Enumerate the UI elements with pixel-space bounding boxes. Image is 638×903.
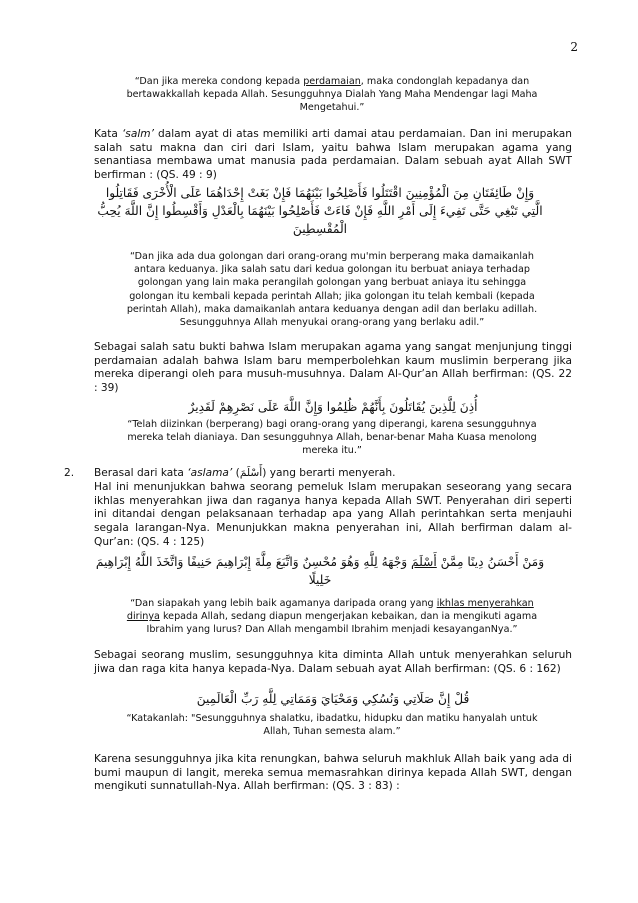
quote-line: Allah, Tuhan semesta alam.” bbox=[263, 726, 401, 738]
para-text: dalam ayat di atas memiliki arti damai atau perdamaian. Dan ini merupakan salah satu makna dan ciri dari Islam, yaitu bahwa Islam merupakan agama yang senantiasa membawa umat manusia pada perdamaian. Dalam sebuah ayat Allah SWT berfirman : (QS. 49 : 9) bbox=[94, 128, 573, 182]
list-item-heading bbox=[94, 467, 572, 481]
quote-line: mereka itu.” bbox=[302, 445, 362, 457]
quote-line: “Katakanlah: "Sesungguhnya shalatku, ibadatku, hidupku dan matiku hanyalah untuk bbox=[126, 713, 538, 724]
quote-line bbox=[92, 610, 572, 623]
quote-line: golongan yang lain maka perangilah golongan yang berbuat aniaya itu sehingga bbox=[137, 277, 527, 289]
quote-line: perintah Allah), maka damaikanlah antara keduanya dengan adil dan berlaku adillah. bbox=[126, 303, 538, 315]
arabic-verse-22-39: أُذِنَ لِلَّذِينَ يُقَاتَلُونَ بِأَنَّهُمْ ظُلِمُوا وَإِنَّ اللَّهَ عَلَى نَصْرِهِمْ لَقَدِيرٌ bbox=[188, 400, 478, 414]
quote-translation-2 bbox=[92, 250, 572, 329]
paragraph-muslim: Sebagai seorang muslim, sesungguhnya kita diminta Allah untuk menyerahkan seluruh jiwa dan raga kita hanya kepada-Nya. Dalam sebuah ayat Allah berfirman: (QS. 6 : 162) bbox=[94, 649, 572, 675]
para-text: Kata bbox=[94, 128, 122, 140]
quote-line: golongan itu kembali kepada perintah Allah; jika golongan itu telah kembali (kepada bbox=[129, 290, 535, 302]
quote-translation-1 bbox=[92, 75, 572, 115]
quote-text: “Dan jika mereka condong kepada bbox=[134, 76, 304, 87]
arabic-text: وَجْهَهُ لِلَّهِ وَهُوَ مُحْسِنٌ وَاتَّبَعَ مِلَّةَ إِبْرَاهِيمَ حَنِيفًا وَاتَّخَذَ اللَّهُ إِبْرَاهِيمَ bbox=[95, 555, 412, 569]
quote-translation-3 bbox=[92, 418, 572, 458]
quote-text: kepada Allah, sedang diapun mengerjakan kebaikan, dan ia mengikuti agama bbox=[159, 611, 538, 623]
arabic-line bbox=[62, 553, 578, 571]
italic-term: ‘aslama’ bbox=[187, 467, 233, 479]
arabic-verse-4-125 bbox=[62, 553, 578, 589]
quote-line bbox=[92, 597, 572, 610]
quote-line bbox=[92, 75, 572, 88]
underlined-term: أَسْلَمَ bbox=[411, 555, 437, 569]
arabic-verse-49-9 bbox=[62, 184, 578, 238]
para-text: Berasal dari kata bbox=[94, 467, 188, 479]
arabic-line: الَّتِي تَبْغِي حَتَّى تَفِيءَ إِلَى أَمْرِ اللَّهِ فَإِنْ فَاءَتْ فَأَصْلِحُوا بَيْنَهُمَا بِالْعَدْلِ وَأَقْسِطُوا إِنَّ اللَّهَ يُحِبُّ bbox=[97, 204, 543, 218]
paragraph-makhluk: Karena sesungguhnya jika kita renungkan, bahwa seluruh makhluk Allah baik yang ada di bumi maupun di langit, mereka semua memasrahkan dirinya kepada Allah SWT, dengan mengikuti sunnatullah-Nya. Allah berfirman: (QS. 3 : 83) : bbox=[94, 753, 572, 793]
page-number: 2 bbox=[570, 40, 578, 54]
quote-line: antara keduanya. Jika salah satu dari kedua golongan itu berbuat aniaya terhadap bbox=[134, 264, 530, 276]
arabic-line: الْمُقْسِطِينَ bbox=[292, 222, 348, 236]
quote-line: mereka telah dianiaya. Dan sesungguhnya Allah, benar-benar Maha Kuasa menolong bbox=[127, 432, 537, 444]
para-text: yang berarti menyerah. bbox=[269, 467, 396, 479]
quote-line: “Telah diizinkan (berperang) bagi orang-orang yang diperangi, karena sesungguhnya bbox=[127, 419, 537, 430]
arabic-line: خَلِيلًا bbox=[308, 573, 332, 587]
quote-line: Ibrahim yang lurus? Dan Allah mengambil Ibrahim menjadi kesayanganNya.” bbox=[146, 624, 518, 636]
paragraph-aslama: Hal ini menunjukkan bahwa seorang pemeluk Islam merupakan seseorang yang secara ikhlas menyerahkan jiwa dan raganya hanya kepada Allah SWT. Penyerahan diri seperti ini ditandai dengan pelaksanaan terhadap apa yang Allah perintahkan serta menjauhi segala larangan-Nya. Menunjukkan makna penyerahan ini, Allah berfirman dalam al-Qur’an: (QS. 4 : 125) bbox=[94, 481, 572, 548]
arabic-text: وَمَنْ أَحْسَنُ دِينًا مِمَّنْ bbox=[436, 555, 545, 569]
underlined-term: perdamaian bbox=[303, 76, 361, 87]
quote-text: , maka condonglah kepadanya dan bbox=[360, 76, 530, 87]
quote-translation-4 bbox=[92, 597, 572, 637]
underlined-term: ikhlas menyerahkan bbox=[436, 598, 534, 609]
arabic-line: وَإِنْ طَائِفَتَانِ مِنَ الْمُؤْمِنِينَ اقْتَتَلُوا فَأَصْلِحُوا بَيْنَهُمَا فَإِنْ بَغَتْ إِحْدَاهُمَا عَلَى الْأُخْرَى فَقَاتِلُوا bbox=[105, 186, 535, 200]
italic-term: ‘salm’ bbox=[121, 128, 154, 140]
quote-line: “Dan jika ada dua golongan dari orang-orang mu'min berperang maka damaikanlah bbox=[130, 251, 534, 262]
quote-translation-5 bbox=[92, 712, 572, 738]
quote-text: “Dan siapakah yang lebih baik agamanya daripada orang yang bbox=[130, 598, 437, 609]
paragraph-salm bbox=[94, 128, 572, 183]
arabic-term: (أَسْلَمَ) bbox=[232, 467, 270, 479]
quote-line: Sesungguhnya Allah menyukai orang-orang yang berlaku adil.” bbox=[179, 317, 485, 329]
quote-line: Mengetahui.” bbox=[299, 102, 365, 114]
list-number: 2. bbox=[64, 467, 75, 479]
underlined-term: dirinya bbox=[126, 611, 160, 623]
quote-line: bertawakkallah kepada Allah. Sesungguhnya Dialah Yang Maha Mendengar lagi Maha bbox=[126, 89, 538, 101]
paragraph-perdamaian: Sebagai salah satu bukti bahwa Islam merupakan agama yang sangat menjunjung tinggi perdamaian adalah bahwa Islam baru memperbolehkan kaum muslimin berperang jika mereka diperangi oleh para musuh-musuhnya. Dalam Al-Qur’an Allah berfirman: (QS. 22 : 39) bbox=[94, 341, 572, 395]
arabic-verse-6-162: قُلْ إِنَّ صَلَاتِي وَنُسُكِي وَمَحْيَايَ وَمَمَاتِي لِلَّهِ رَبِّ الْعَالَمِينَ bbox=[196, 692, 470, 706]
